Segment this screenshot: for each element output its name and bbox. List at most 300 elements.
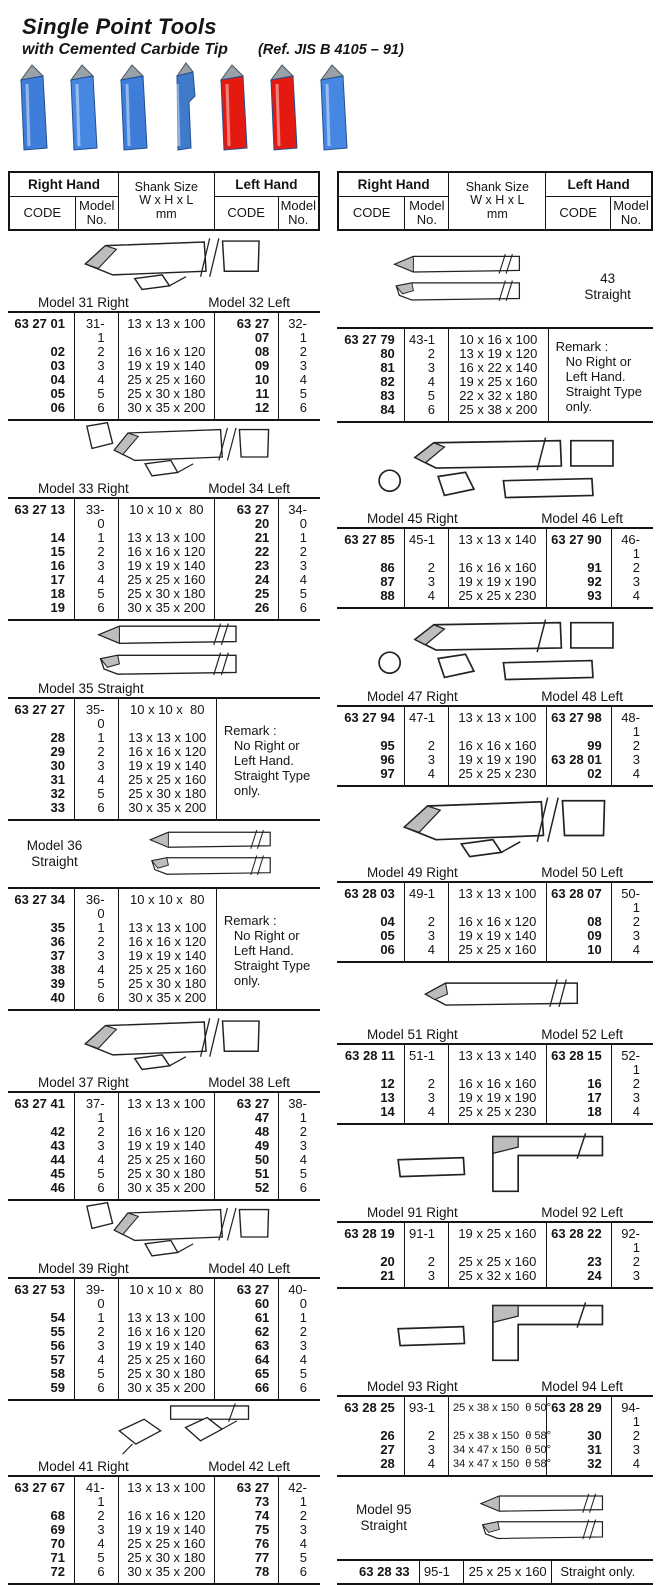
remark-line: only. [233, 783, 261, 798]
code-cell: 51 [215, 1167, 279, 1181]
tool-line-art [337, 787, 653, 865]
table-row [8, 1353, 320, 1367]
code-cell: 48 [215, 1125, 279, 1139]
model-no-cell: 5 [279, 1551, 320, 1565]
remark-cell [548, 328, 653, 422]
code-header: CODE [9, 196, 75, 230]
code-cell: 36 [50, 933, 65, 949]
shank-size-cell: 19 x 19 x 190 [449, 1091, 547, 1105]
model-no-cell: 2 [279, 345, 320, 359]
shank-size-cell: 30 x 35 x 200 [118, 1381, 214, 1400]
shank-size-cell: 13 x 13 x 100 [118, 1092, 214, 1125]
model-no-cell: 3 [404, 575, 448, 589]
code-cell: 30 [546, 1429, 611, 1443]
model-label-row-45-46 [337, 511, 653, 527]
model-label: Model 38 Left [208, 1074, 290, 1090]
code-cell: 13 [380, 1089, 395, 1105]
shank-size-cell: 25 x 30 x 180 [118, 1551, 214, 1565]
model-no-cell: 3 [611, 1091, 653, 1105]
model-label-line: Straight [584, 286, 631, 302]
model-no-cell: 4 [74, 963, 118, 977]
shank-size-cell: 19 x 19 x 140 [118, 1339, 214, 1353]
model-label: Model 50 Left [541, 864, 623, 880]
model-label: Model 48 Left [541, 688, 623, 704]
table-row [337, 1255, 653, 1269]
model-no-cell: 4 [611, 1105, 653, 1124]
table-row [8, 545, 320, 559]
remark-line: No Right or [565, 354, 632, 369]
table-row [8, 401, 320, 420]
code-cell: 68 [50, 1507, 65, 1523]
shank-size-cell: 34 x 47 x 150 θ 50° [449, 1443, 547, 1457]
table-row [8, 888, 320, 921]
code-cell: 20 [380, 1253, 395, 1269]
shank-size-cell: 25 x 25 x 230 [449, 589, 547, 608]
shank-size-cell: 25 x 25 x 160 [118, 1153, 214, 1167]
table-row [337, 328, 653, 347]
shank-size-cell: 10 x 10 x 80 [118, 1278, 214, 1311]
model-no-cell: 1 [74, 531, 118, 545]
model-label: Model 51 Right [367, 1026, 458, 1042]
shank-size-cell: 13 x 13 x 140 [449, 528, 547, 561]
shank-size-cell: 25 x 25 x 160 [118, 963, 216, 977]
code-cell: 14 [380, 1103, 395, 1119]
table-row [337, 1222, 653, 1255]
shank-size-cell: 16 x 16 x 160 [449, 1077, 547, 1091]
model-no-cell: 5 [74, 1551, 118, 1565]
code-cell: 70 [50, 1535, 65, 1551]
model-label-row-93-94 [337, 1379, 653, 1395]
table-row [8, 1523, 320, 1537]
spec-header-table [8, 171, 320, 231]
code-cell: 46 [50, 1179, 65, 1195]
shank-size-cell: 30 x 35 x 200 [118, 801, 216, 820]
models-31-32-table [8, 311, 320, 421]
model-label: Model 35 Straight [38, 680, 144, 696]
shank-size-header: Shank Size W x H x L mm [449, 172, 546, 230]
table-row [8, 601, 320, 620]
remark-line: No Right or [233, 928, 300, 943]
model-no-cell: 2 [74, 545, 118, 559]
shank-size-cell: 25 x 38 x 200 [449, 403, 549, 422]
table-row [8, 1509, 320, 1523]
remark-line: only. [565, 399, 593, 414]
table-row [337, 589, 653, 608]
right-hand-header: Right Hand [9, 172, 118, 196]
models-49-50-table [337, 881, 653, 963]
model-no-cell: 4 [279, 1353, 320, 1367]
model-no-cell: 4 [611, 589, 653, 608]
shank-size-cell: 25 x 25 x 160 [449, 1255, 547, 1269]
model-no-cell: 41-1 [74, 1476, 118, 1509]
table-row [8, 345, 320, 359]
code-cell: 63 27 07 [215, 312, 279, 345]
table-row [337, 915, 653, 929]
code-cell: 22 [215, 545, 279, 559]
code-cell: 63 27 60 [215, 1278, 279, 1311]
shank-size-cell: 10 x 16 x 100 [449, 328, 549, 347]
shank-size-cell: 13 x 13 x 100 [118, 1476, 214, 1509]
model-label-line: 43 [600, 270, 616, 286]
code-cell: 21 [215, 531, 279, 545]
model-label: Model 91 Right [367, 1204, 458, 1220]
code-cell: 63 27 90 [546, 528, 611, 561]
code-cell: 77 [215, 1551, 279, 1565]
shank-size-cell: 16 x 16 x 120 [118, 345, 214, 359]
code-cell: 09 [215, 359, 279, 373]
tool-drawing-91-92 [337, 1125, 653, 1205]
shank-size-cell: 13 x 13 x 140 [449, 1044, 547, 1077]
code-cell: 52 [215, 1181, 279, 1200]
model-label-line: Model 36 [26, 837, 83, 853]
model-no-cell: 1 [279, 531, 320, 545]
shank-size-cell: 16 x 16 x 120 [118, 1125, 214, 1139]
left-column [8, 171, 320, 1585]
model-no-cell: 6 [74, 1565, 118, 1584]
tool-line-art [337, 609, 653, 689]
code-cell: 62 [215, 1325, 279, 1339]
code-cell: 63 28 29 [546, 1396, 611, 1429]
table-row [8, 559, 320, 573]
model-no-cell: 6 [279, 1381, 320, 1400]
model-no-cell: 3 [74, 759, 118, 773]
model-label-row-41-42 [8, 1459, 320, 1475]
remark-line: Straight Type [565, 384, 642, 399]
model-no-cell: 5 [279, 387, 320, 401]
shank-size-cell: 25 x 25 x 230 [449, 767, 547, 786]
code-cell: 04 [50, 371, 65, 387]
shank-size-cell: 25 x 30 x 180 [118, 1367, 214, 1381]
tool-drawing-35 [8, 621, 320, 681]
tool-drawing-33-34 [8, 421, 320, 481]
model-no-cell: 35-0 [74, 698, 118, 731]
model-no-cell: 4 [279, 1537, 320, 1551]
tool-line-art [8, 621, 320, 681]
table-row [8, 1278, 320, 1311]
shank-size-cell: 13 x 13 x 100 [449, 706, 547, 739]
code-cell: 17 [546, 1091, 611, 1105]
shank-size-cell: 25 x 32 x 160 [449, 1269, 547, 1288]
code-cell: 23 [215, 559, 279, 573]
remark-line: Remark : [223, 913, 277, 928]
model-no-cell: 45-1 [404, 528, 448, 561]
table-row [8, 359, 320, 373]
code-header: CODE [338, 196, 405, 230]
code-cell: 45 [50, 1165, 65, 1181]
code-cell: 63 27 67 [14, 1479, 65, 1495]
models-39-40-table [8, 1277, 320, 1401]
code-header: CODE [546, 196, 611, 230]
model-no-cell: 2 [279, 1125, 320, 1139]
code-cell: 40 [50, 989, 65, 1005]
code-cell: 12 [380, 1075, 395, 1091]
table-row [337, 943, 653, 962]
code-cell: 09 [546, 929, 611, 943]
code-cell: 39 [50, 975, 65, 991]
model-no-cell: 5 [74, 977, 118, 991]
code-cell: 63 27 13 [14, 501, 65, 517]
shank-size-cell: 19 x 19 x 140 [118, 559, 214, 573]
code-cell: 63 27 27 [14, 701, 65, 717]
shank-size-cell: 34 x 47 x 150 θ 58° [449, 1457, 547, 1476]
model-no-cell: 2 [279, 545, 320, 559]
model-no-cell: 3 [404, 1269, 448, 1288]
code-cell: 26 [380, 1427, 395, 1443]
model-no-cell: 92-1 [611, 1222, 653, 1255]
shank-size-cell: 19 x 25 x 160 [449, 375, 549, 389]
model-label: Model 34 Left [208, 480, 290, 496]
model-no-header: Model No. [75, 196, 118, 230]
tool-drawing-45-46 [337, 423, 653, 511]
title-block [22, 14, 656, 59]
remark-line: Left Hand. [233, 753, 294, 768]
model-no-cell: 4 [404, 375, 448, 389]
spec-header-table [337, 171, 653, 231]
shank-size-cell: 19 x 19 x 190 [449, 575, 547, 589]
model-no-cell: 40-0 [279, 1278, 320, 1311]
code-cell: 50 [215, 1153, 279, 1167]
remark-line: Remark : [555, 339, 609, 354]
table-row [8, 698, 320, 731]
tool-photo-svg [64, 60, 102, 154]
shank-size-cell: 13 x 19 x 120 [449, 347, 549, 361]
code-cell: 55 [50, 1323, 65, 1339]
model-label-row-47-48 [337, 689, 653, 705]
model-no-cell: 5 [279, 1367, 320, 1381]
tool-photo-svg [314, 60, 352, 154]
model-no-cell: 51-1 [404, 1044, 448, 1077]
code-cell: 63 27 98 [546, 706, 611, 739]
code-cell: 63 27 41 [14, 1095, 65, 1111]
model-no-cell: 2 [74, 935, 118, 949]
code-cell: 86 [380, 559, 395, 575]
models-43-table [337, 327, 653, 423]
code-cell: 37 [50, 947, 65, 963]
tool-drawing-93-94 [337, 1289, 653, 1379]
model-label-row-39-40 [8, 1261, 320, 1277]
table-row [337, 1396, 653, 1429]
models-33-34-table [8, 497, 320, 621]
model-label-43 [584, 271, 631, 303]
model-label-row-35 [8, 681, 320, 697]
tool-drawing-41-42 [8, 1401, 320, 1459]
ref-standard: (Ref. JIS B 4105 – 91) [257, 42, 404, 58]
tool-line-art [8, 1201, 320, 1261]
table-row [337, 575, 653, 589]
table-row [8, 1181, 320, 1200]
tool-line-art [8, 1011, 320, 1075]
code-cell: 83 [380, 387, 395, 403]
model-label: Model 40 Left [208, 1260, 290, 1276]
shank-size-cell: 30 x 35 x 200 [118, 401, 214, 420]
model-label-row-51-52 [337, 1027, 653, 1043]
model-no-cell: 3 [404, 361, 448, 375]
code-cell: 32 [50, 785, 65, 801]
code-cell: 66 [215, 1381, 279, 1400]
model-no-cell: 39-0 [74, 1278, 118, 1311]
code-cell: 99 [546, 739, 611, 753]
model-no-cell: 2 [279, 1325, 320, 1339]
code-cell: 27 [380, 1441, 395, 1457]
model-no-cell: 43-1 [404, 328, 448, 347]
shank-size-cell: 13 x 13 x 100 [118, 731, 216, 745]
model-no-cell: 2 [611, 739, 653, 753]
code-cell: 28 [380, 1455, 395, 1471]
model-no-cell: 3 [611, 575, 653, 589]
subtitle-row [22, 41, 656, 59]
model-label: Model 42 Left [208, 1458, 290, 1474]
code-cell: 95 [380, 737, 395, 753]
code-cell: 38 [50, 961, 65, 977]
model-no-cell: 36-0 [74, 888, 118, 921]
model-label: Model 93 Right [367, 1378, 458, 1394]
model-no-cell: 6 [279, 1565, 320, 1584]
shank-size-cell: 19 x 25 x 160 [449, 1222, 547, 1255]
models-47-48-table [337, 705, 653, 787]
table-row [337, 1091, 653, 1105]
shank-size-cell: 25 x 30 x 180 [118, 1167, 214, 1181]
code-cell: 76 [215, 1537, 279, 1551]
shank-size-cell: 13 x 13 x 100 [118, 312, 214, 345]
tool-photo [264, 60, 302, 159]
remark-cell [216, 698, 320, 820]
model-no-cell: 3 [611, 1269, 653, 1288]
model-no-cell: 95-1 [419, 1560, 463, 1584]
model-label-row-33-34 [8, 481, 320, 497]
model-no-cell: 5 [74, 1167, 118, 1181]
shank-size-cell: 25 x 30 x 180 [118, 387, 214, 401]
model-no-cell: 5 [74, 1367, 118, 1381]
model-no-cell: 2 [404, 1077, 448, 1091]
tool-photo [214, 60, 252, 159]
code-cell: 82 [380, 373, 395, 389]
code-cell: 75 [215, 1523, 279, 1537]
table-row [337, 1560, 653, 1584]
shank-size-cell: 16 x 16 x 120 [118, 1325, 214, 1339]
code-cell: 63 27 94 [344, 709, 395, 725]
model-no-cell: 6 [279, 401, 320, 420]
model-no-cell: 4 [611, 943, 653, 962]
code-cell: 63 28 15 [546, 1044, 611, 1077]
left-hand-header: Left Hand [214, 172, 319, 196]
tool-drawing-37-38 [8, 1011, 320, 1075]
model-no-cell: 5 [74, 587, 118, 601]
table-row [337, 1429, 653, 1443]
tool-drawing-95 [337, 1477, 653, 1559]
shank-size-cell: 25 x 25 x 160 [118, 1537, 214, 1551]
model-no-cell: 2 [404, 1255, 448, 1269]
table-row [8, 312, 320, 345]
tool-photo [314, 60, 352, 159]
tool-photo-svg [214, 60, 252, 154]
model-no-cell: 1 [74, 921, 118, 935]
table-row [8, 587, 320, 601]
shank-size-header: Shank Size W x H x L mm [118, 172, 214, 230]
model-label-line: Straight [31, 853, 78, 869]
table-row [8, 1476, 320, 1509]
model-no-cell: 3 [404, 929, 448, 943]
code-cell: 63 [215, 1339, 279, 1353]
model-no-cell: 3 [74, 559, 118, 573]
remark-cell: Straight only. [552, 1560, 653, 1584]
model-no-cell: 3 [279, 1523, 320, 1537]
model-label: Model 47 Right [367, 688, 458, 704]
model-no-cell: 6 [74, 991, 118, 1010]
code-cell: 88 [380, 587, 395, 603]
model-no-cell: 46-1 [611, 528, 653, 561]
models-95-table [337, 1559, 653, 1585]
code-cell: 24 [215, 573, 279, 587]
page-subtitle: with Cemented Carbide Tip [22, 41, 228, 58]
model-no-header: Model No. [611, 196, 652, 230]
model-no-cell: 4 [74, 773, 118, 787]
model-no-cell: 6 [279, 1181, 320, 1200]
table-row [337, 706, 653, 739]
code-cell: 63 28 25 [344, 1399, 395, 1415]
code-cell: 91 [546, 561, 611, 575]
model-no-cell: 5 [404, 389, 448, 403]
shank-size-cell: 16 x 16 x 120 [118, 935, 216, 949]
models-37-38-table [8, 1091, 320, 1201]
code-cell: 63 28 01 [546, 753, 611, 767]
model-no-cell: 6 [74, 401, 118, 420]
tool-photo-svg [14, 60, 52, 154]
model-no-cell: 2 [611, 915, 653, 929]
code-cell: 63 27 47 [215, 1092, 279, 1125]
model-label-line: Model 95 [355, 1501, 412, 1517]
code-cell: 72 [50, 1563, 65, 1579]
model-no-cell: 3 [279, 1339, 320, 1353]
shank-size-cell: 10 x 10 x 80 [118, 498, 214, 531]
remark-line: Straight Type [233, 768, 311, 783]
model-no-cell: 2 [404, 347, 448, 361]
shank-size-cell: 16 x 16 x 160 [449, 561, 547, 575]
table-row [8, 1167, 320, 1181]
model-no-cell: 4 [404, 767, 448, 786]
code-cell: 16 [546, 1077, 611, 1091]
model-no-cell: 3 [74, 359, 118, 373]
tool-photo [164, 60, 202, 159]
table-row [337, 561, 653, 575]
tool-photo [114, 60, 152, 159]
model-no-cell: 3 [404, 753, 448, 767]
left-hand-header: Left Hand [546, 172, 652, 196]
table-row [337, 739, 653, 753]
model-no-cell: 4 [74, 1353, 118, 1367]
model-no-cell: 3 [279, 359, 320, 373]
code-cell: 35 [50, 919, 65, 935]
tool-line-art [8, 421, 320, 481]
model-no-cell: 5 [279, 587, 320, 601]
code-cell: 63 28 33 [359, 1563, 410, 1579]
model-no-cell: 2 [404, 915, 448, 929]
table-row [337, 1044, 653, 1077]
code-cell: 18 [546, 1105, 611, 1124]
tool-line-art [95, 821, 320, 887]
tool-line-art [337, 1125, 653, 1205]
model-no-cell: 3 [74, 1339, 118, 1353]
models-51-52-table [337, 1043, 653, 1125]
shank-size-cell: 13 x 13 x 100 [118, 921, 216, 935]
table-row [8, 1153, 320, 1167]
remark-line: only. [233, 973, 261, 988]
code-cell: 63 28 22 [546, 1222, 611, 1255]
table-row [8, 531, 320, 545]
shank-size-cell: 19 x 19 x 140 [449, 929, 547, 943]
model-label: Model 94 Left [541, 1378, 623, 1394]
model-no-cell: 2 [74, 1125, 118, 1139]
shank-size-cell: 25 x 25 x 160 [449, 943, 547, 962]
